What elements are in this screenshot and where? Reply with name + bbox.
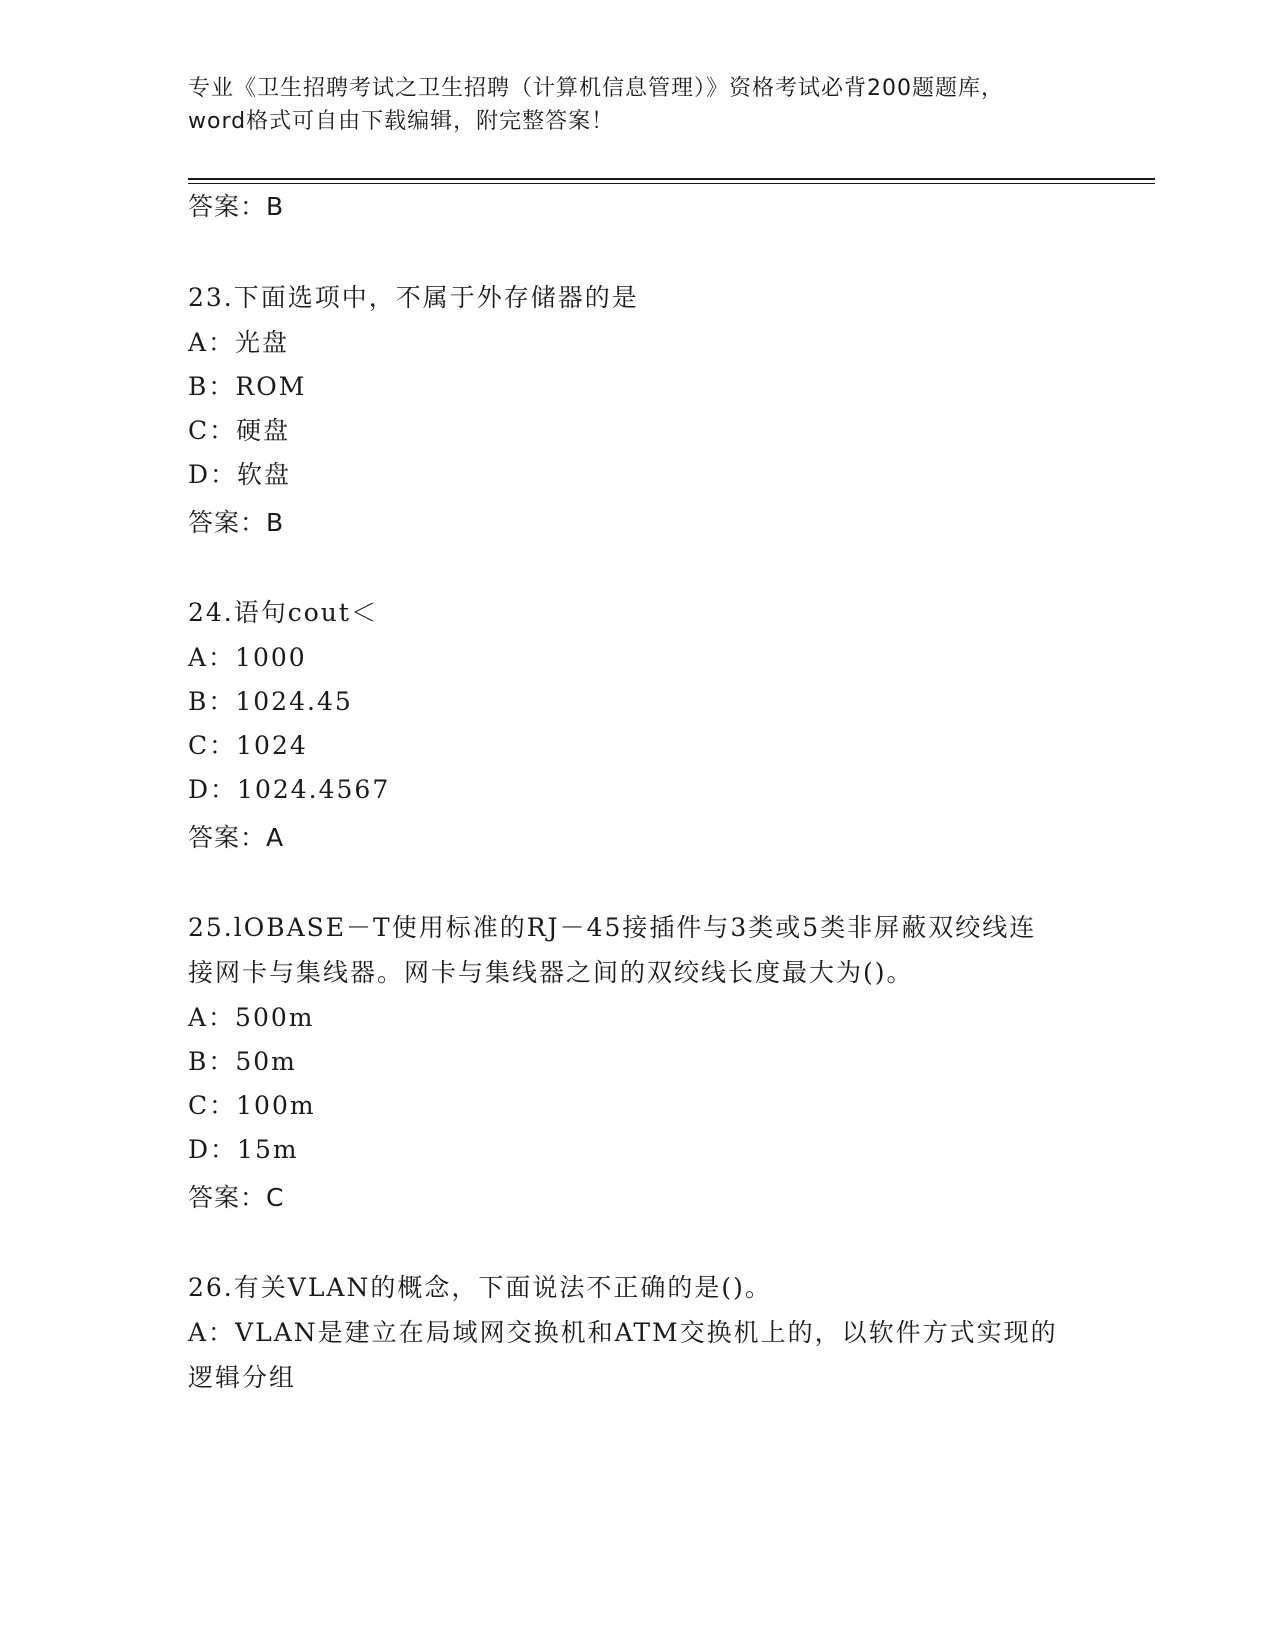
- answer-q22: 答案：B: [188, 192, 285, 221]
- document-header: [188, 72, 1088, 138]
- question-26-option-a-line-2: 逻辑分组: [188, 1363, 297, 1392]
- question-23-option-c: C：硬盘: [188, 416, 291, 445]
- question-26-text: 26.有关VLAN的概念，下面说法不正确的是()。: [188, 1273, 772, 1302]
- question-24-option-d: D：1024.4567: [188, 775, 391, 804]
- header-line-1: 专业《卫生招聘考试之卫生招聘（计算机信息管理）》资格考试必背200题题库，: [188, 76, 1004, 101]
- question-24-option-b: B：1024.45: [188, 687, 353, 716]
- question-24-option-a: A：1000: [188, 643, 307, 672]
- question-23-text: 23.下面选项中，不属于外存储器的是: [188, 283, 639, 312]
- question-25-option-c: C：100m: [188, 1091, 316, 1120]
- answer-q24: 答案：A: [188, 823, 285, 852]
- question-24-text: 24.语句cout＜: [188, 598, 378, 627]
- question-24-option-c: C：1024: [188, 731, 308, 760]
- question-26-option-a-line-1: A：VLAN是建立在局域网交换机和ATM交换机上的，以软件方式实现的: [188, 1318, 1058, 1347]
- question-25-option-b: B：50m: [188, 1047, 297, 1076]
- question-25-text-line-1: 25.lOBASE－T使用标准的RJ－45接插件与3类或5类非屏蔽双绞线连: [188, 913, 1037, 942]
- question-25-text-line-2: 接网卡与集线器。网卡与集线器之间的双绞线长度最大为()。: [188, 958, 914, 987]
- answer-q25: 答案：C: [188, 1183, 285, 1212]
- question-23-option-a: A：光盘: [188, 328, 290, 357]
- header-divider-thick: [188, 178, 1155, 180]
- question-25-option-a: A：500m: [188, 1003, 315, 1032]
- header-divider-thin: [188, 183, 1155, 184]
- question-23-option-b: B：ROM: [188, 372, 307, 401]
- answer-q23: 答案：B: [188, 508, 285, 537]
- question-25-option-d: D：15m: [188, 1135, 299, 1164]
- header-line-2: word格式可自由下载编辑，附完整答案！: [188, 109, 615, 134]
- question-23-option-d: D：软盘: [188, 460, 292, 489]
